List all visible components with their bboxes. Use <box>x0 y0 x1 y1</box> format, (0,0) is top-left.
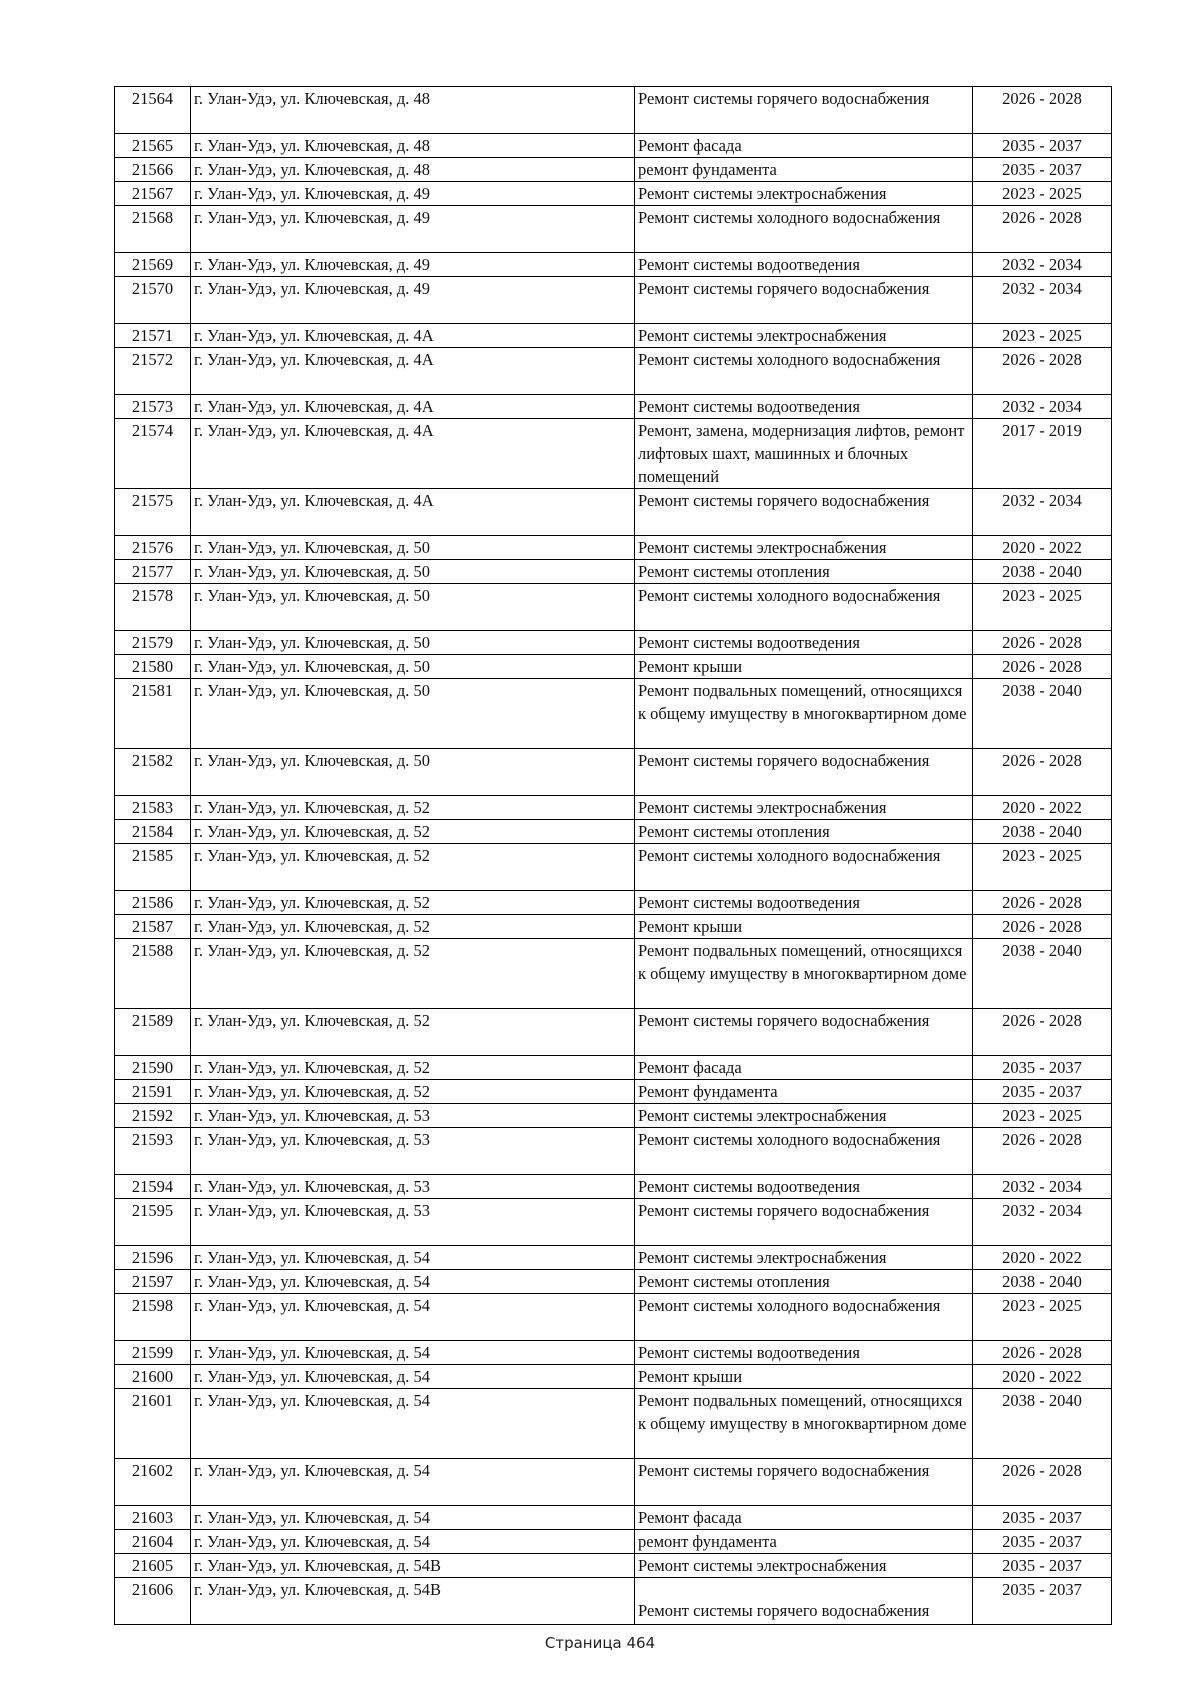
row-work-type: Ремонт системы холодного водоснабжения <box>635 1294 973 1341</box>
row-period: 2032 - 2034 <box>973 1175 1112 1199</box>
table-row <box>115 206 1112 253</box>
page-number: Страница 464 <box>544 1634 656 1652</box>
row-number: 21580 <box>115 655 191 679</box>
row-period: 2023 - 2025 <box>973 324 1112 348</box>
row-work-type: Ремонт системы холодного водоснабжения <box>635 584 973 631</box>
table-row <box>115 395 1112 419</box>
row-address: г. Улан-Удэ, ул. Ключевская, д. 52 <box>191 939 635 1009</box>
row-period: 2023 - 2025 <box>973 1104 1112 1128</box>
row-number: 21605 <box>115 1554 191 1578</box>
row-address: г. Улан-Удэ, ул. Ключевская, д. 52 <box>191 844 635 891</box>
row-address: г. Улан-Удэ, ул. Ключевская, д. 52 <box>191 1056 635 1080</box>
row-period: 2020 - 2022 <box>973 1365 1112 1389</box>
table-row <box>115 419 1112 489</box>
table-row <box>115 1506 1112 1530</box>
row-period: 2026 - 2028 <box>973 87 1112 134</box>
row-period: 2026 - 2028 <box>973 348 1112 395</box>
row-address: г. Улан-Удэ, ул. Ключевская, д. 4А <box>191 395 635 419</box>
row-period: 2038 - 2040 <box>973 1270 1112 1294</box>
row-period: 2035 - 2037 <box>973 1056 1112 1080</box>
row-number: 21577 <box>115 560 191 584</box>
row-number: 21581 <box>115 679 191 749</box>
row-work-type: Ремонт системы горячего водоснабжения <box>635 1578 973 1625</box>
row-address: г. Улан-Удэ, ул. Ключевская, д. 52 <box>191 1080 635 1104</box>
row-number: 21604 <box>115 1530 191 1554</box>
table-row <box>115 1270 1112 1294</box>
row-address: г. Улан-Удэ, ул. Ключевская, д. 53 <box>191 1175 635 1199</box>
row-address: г. Улан-Удэ, ул. Ключевская, д. 54 <box>191 1294 635 1341</box>
row-address: г. Улан-Удэ, ул. Ключевская, д. 50 <box>191 584 635 631</box>
row-address: г. Улан-Удэ, ул. Ключевская, д. 52 <box>191 1009 635 1056</box>
row-work-type: Ремонт подвальных помещений, относящихся к общему имуществу в многоквартирном доме <box>635 939 973 1009</box>
table-row <box>115 1009 1112 1056</box>
row-period: 2038 - 2040 <box>973 939 1112 1009</box>
row-number: 21566 <box>115 158 191 182</box>
row-work-type: Ремонт системы водоотведения <box>635 1341 973 1365</box>
row-address: г. Улан-Удэ, ул. Ключевская, д. 50 <box>191 655 635 679</box>
row-address: г. Улан-Удэ, ул. Ключевская, д. 52 <box>191 915 635 939</box>
row-address: г. Улан-Удэ, ул. Ключевская, д. 54 <box>191 1506 635 1530</box>
row-address: г. Улан-Удэ, ул. Ключевская, д. 53 <box>191 1104 635 1128</box>
row-number: 21584 <box>115 820 191 844</box>
table-row <box>115 1080 1112 1104</box>
table-row <box>115 158 1112 182</box>
table-row <box>115 1530 1112 1554</box>
row-work-type: Ремонт системы отопления <box>635 1270 973 1294</box>
row-address: г. Улан-Удэ, ул. Ключевская, д. 48 <box>191 134 635 158</box>
row-address: г. Улан-Удэ, ул. Ключевская, д. 49 <box>191 277 635 324</box>
table-row <box>115 87 1112 134</box>
table-row <box>115 796 1112 820</box>
row-period: 2020 - 2022 <box>973 536 1112 560</box>
row-work-type: Ремонт подвальных помещений, относящихся к общему имуществу в многоквартирном доме <box>635 679 973 749</box>
row-number: 21572 <box>115 348 191 395</box>
table-row <box>115 134 1112 158</box>
row-address: г. Улан-Удэ, ул. Ключевская, д. 50 <box>191 631 635 655</box>
row-number: 21578 <box>115 584 191 631</box>
row-address: г. Улан-Удэ, ул. Ключевская, д. 4А <box>191 348 635 395</box>
row-number: 21606 <box>115 1578 191 1625</box>
row-work-type: Ремонт системы водоотведения <box>635 891 973 915</box>
row-address: г. Улан-Удэ, ул. Ключевская, д. 52 <box>191 891 635 915</box>
row-period: 2026 - 2028 <box>973 206 1112 253</box>
row-number: 21569 <box>115 253 191 277</box>
table-row <box>115 1246 1112 1270</box>
row-address: г. Улан-Удэ, ул. Ключевская, д. 49 <box>191 206 635 253</box>
row-period: 2023 - 2025 <box>973 844 1112 891</box>
row-address: г. Улан-Удэ, ул. Ключевская, д. 50 <box>191 679 635 749</box>
table-row <box>115 584 1112 631</box>
table-row <box>115 536 1112 560</box>
row-address: г. Улан-Удэ, ул. Ключевская, д. 52 <box>191 820 635 844</box>
row-work-type: Ремонт фундамента <box>635 1080 973 1104</box>
row-period: 2035 - 2037 <box>973 134 1112 158</box>
row-period: 2035 - 2037 <box>973 1530 1112 1554</box>
table-body <box>115 87 1112 1625</box>
row-address: г. Улан-Удэ, ул. Ключевская, д. 52 <box>191 796 635 820</box>
row-number: 21591 <box>115 1080 191 1104</box>
row-work-type: Ремонт системы электроснабжения <box>635 536 973 560</box>
row-address: г. Улан-Удэ, ул. Ключевская, д. 4А <box>191 489 635 536</box>
row-number: 21564 <box>115 87 191 134</box>
row-period: 2032 - 2034 <box>973 395 1112 419</box>
row-work-type: Ремонт системы электроснабжения <box>635 1554 973 1578</box>
row-work-type: Ремонт фасада <box>635 1506 973 1530</box>
row-period: 2023 - 2025 <box>973 182 1112 206</box>
row-number: 21592 <box>115 1104 191 1128</box>
row-number: 21601 <box>115 1389 191 1459</box>
row-work-type: Ремонт крыши <box>635 1365 973 1389</box>
row-period: 2020 - 2022 <box>973 1246 1112 1270</box>
table-row <box>115 560 1112 584</box>
row-number: 21602 <box>115 1459 191 1506</box>
table-row <box>115 253 1112 277</box>
row-address: г. Улан-Удэ, ул. Ключевская, д. 49 <box>191 182 635 206</box>
row-work-type: Ремонт системы водоотведения <box>635 395 973 419</box>
row-number: 21565 <box>115 134 191 158</box>
table-row <box>115 1128 1112 1175</box>
row-work-type: Ремонт системы горячего водоснабжения <box>635 1199 973 1246</box>
row-number: 21587 <box>115 915 191 939</box>
row-period: 2026 - 2028 <box>973 1459 1112 1506</box>
row-work-type: Ремонт системы горячего водоснабжения <box>635 749 973 796</box>
row-address: г. Улан-Удэ, ул. Ключевская, д. 48 <box>191 87 635 134</box>
row-number: 21595 <box>115 1199 191 1246</box>
row-number: 21573 <box>115 395 191 419</box>
row-work-type: Ремонт системы отопления <box>635 820 973 844</box>
table-row <box>115 182 1112 206</box>
row-work-type: Ремонт системы горячего водоснабжения <box>635 1459 973 1506</box>
row-number: 21570 <box>115 277 191 324</box>
row-address: г. Улан-Удэ, ул. Ключевская, д. 4А <box>191 324 635 348</box>
row-work-type: ремонт фундамента <box>635 158 973 182</box>
row-address: г. Улан-Удэ, ул. Ключевская, д. 54 <box>191 1341 635 1365</box>
row-number: 21574 <box>115 419 191 489</box>
row-work-type: Ремонт системы горячего водоснабжения <box>635 277 973 324</box>
table-row <box>115 1554 1112 1578</box>
row-number: 21593 <box>115 1128 191 1175</box>
row-number: 21598 <box>115 1294 191 1341</box>
row-period: 2035 - 2037 <box>973 1554 1112 1578</box>
row-period: 2026 - 2028 <box>973 1341 1112 1365</box>
row-work-type: Ремонт системы горячего водоснабжения <box>635 489 973 536</box>
row-period: 2032 - 2034 <box>973 253 1112 277</box>
row-work-type: Ремонт системы горячего водоснабжения <box>635 1009 973 1056</box>
row-period: 2035 - 2037 <box>973 1506 1112 1530</box>
row-period: 2020 - 2022 <box>973 796 1112 820</box>
row-number: 21568 <box>115 206 191 253</box>
row-period: 2026 - 2028 <box>973 749 1112 796</box>
row-period: 2017 - 2019 <box>973 419 1112 489</box>
table-row <box>115 1459 1112 1506</box>
row-number: 21571 <box>115 324 191 348</box>
row-period: 2035 - 2037 <box>973 1080 1112 1104</box>
row-period: 2026 - 2028 <box>973 631 1112 655</box>
row-period: 2023 - 2025 <box>973 1294 1112 1341</box>
table-row <box>115 277 1112 324</box>
row-period: 2032 - 2034 <box>973 1199 1112 1246</box>
row-work-type: Ремонт системы горячего водоснабжения <box>635 87 973 134</box>
row-number: 21599 <box>115 1341 191 1365</box>
table-row <box>115 844 1112 891</box>
row-work-type: Ремонт системы электроснабжения <box>635 182 973 206</box>
table-row <box>115 348 1112 395</box>
row-work-type: Ремонт системы холодного водоснабжения <box>635 348 973 395</box>
table-row <box>115 915 1112 939</box>
row-work-type: Ремонт системы электроснабжения <box>635 1104 973 1128</box>
row-period: 2026 - 2028 <box>973 915 1112 939</box>
row-period: 2032 - 2034 <box>973 277 1112 324</box>
row-work-type: Ремонт системы водоотведения <box>635 1175 973 1199</box>
row-address: г. Улан-Удэ, ул. Ключевская, д. 53 <box>191 1128 635 1175</box>
table-row <box>115 1365 1112 1389</box>
table-row <box>115 324 1112 348</box>
row-work-type: Ремонт крыши <box>635 915 973 939</box>
row-address: г. Улан-Удэ, ул. Ключевская, д. 50 <box>191 749 635 796</box>
table-row <box>115 1389 1112 1459</box>
row-address: г. Улан-Удэ, ул. Ключевская, д. 4А <box>191 419 635 489</box>
row-address: г. Улан-Удэ, ул. Ключевская, д. 48 <box>191 158 635 182</box>
row-address: г. Улан-Удэ, ул. Ключевская, д. 54 <box>191 1246 635 1270</box>
table-row <box>115 1056 1112 1080</box>
row-address: г. Улан-Удэ, ул. Ключевская, д. 54 <box>191 1270 635 1294</box>
row-work-type: Ремонт фасада <box>635 1056 973 1080</box>
row-address: г. Улан-Удэ, ул. Ключевская, д. 54 <box>191 1530 635 1554</box>
row-period: 2026 - 2028 <box>973 891 1112 915</box>
row-work-type: Ремонт системы холодного водоснабжения <box>635 206 973 253</box>
row-address: г. Улан-Удэ, ул. Ключевская, д. 54 <box>191 1389 635 1459</box>
row-number: 21590 <box>115 1056 191 1080</box>
row-period: 2023 - 2025 <box>973 584 1112 631</box>
row-work-type: ремонт фундамента <box>635 1530 973 1554</box>
table-row <box>115 1199 1112 1246</box>
table-row <box>115 1104 1112 1128</box>
row-period: 2038 - 2040 <box>973 820 1112 844</box>
row-work-type: Ремонт системы холодного водоснабжения <box>635 844 973 891</box>
row-work-type: Ремонт системы водоотведения <box>635 253 973 277</box>
table-row <box>115 939 1112 1009</box>
row-number: 21579 <box>115 631 191 655</box>
row-period: 2035 - 2037 <box>973 1578 1112 1625</box>
row-work-type: Ремонт крыши <box>635 655 973 679</box>
row-work-type: Ремонт подвальных помещений, относящихся к общему имуществу в многоквартирном доме <box>635 1389 973 1459</box>
row-period: 2038 - 2040 <box>973 560 1112 584</box>
row-work-type: Ремонт фасада <box>635 134 973 158</box>
row-number: 21575 <box>115 489 191 536</box>
table-row <box>115 820 1112 844</box>
row-number: 21597 <box>115 1270 191 1294</box>
row-number: 21586 <box>115 891 191 915</box>
row-number: 21589 <box>115 1009 191 1056</box>
row-work-type: Ремонт, замена, модернизация лифтов, ремонт лифтовых шахт, машинных и блочных помещений <box>635 419 973 489</box>
row-number: 21576 <box>115 536 191 560</box>
row-number: 21583 <box>115 796 191 820</box>
row-number: 21596 <box>115 1246 191 1270</box>
table-row <box>115 1578 1112 1625</box>
row-work-type: Ремонт системы электроснабжения <box>635 796 973 820</box>
row-period: 2026 - 2028 <box>973 1128 1112 1175</box>
row-address: г. Улан-Удэ, ул. Ключевская, д. 50 <box>191 536 635 560</box>
row-address: г. Улан-Удэ, ул. Ключевская, д. 50 <box>191 560 635 584</box>
capital-repair-table <box>114 86 1112 1625</box>
row-number: 21600 <box>115 1365 191 1389</box>
row-address: г. Улан-Удэ, ул. Ключевская, д. 54В <box>191 1578 635 1625</box>
row-period: 2038 - 2040 <box>973 679 1112 749</box>
row-address: г. Улан-Удэ, ул. Ключевская, д. 54 <box>191 1459 635 1506</box>
row-work-type: Ремонт системы электроснабжения <box>635 324 973 348</box>
table-row <box>115 749 1112 796</box>
table-row <box>115 1341 1112 1365</box>
row-number: 21585 <box>115 844 191 891</box>
table-row <box>115 891 1112 915</box>
row-work-type: Ремонт системы холодного водоснабжения <box>635 1128 973 1175</box>
row-number: 21603 <box>115 1506 191 1530</box>
row-work-type: Ремонт системы водоотведения <box>635 631 973 655</box>
row-address: г. Улан-Удэ, ул. Ключевская, д. 49 <box>191 253 635 277</box>
table-row <box>115 1175 1112 1199</box>
row-period: 2032 - 2034 <box>973 489 1112 536</box>
table-row <box>115 679 1112 749</box>
table-row <box>115 1294 1112 1341</box>
row-period: 2026 - 2028 <box>973 1009 1112 1056</box>
table-row <box>115 631 1112 655</box>
row-number: 21582 <box>115 749 191 796</box>
row-address: г. Улан-Удэ, ул. Ключевская, д. 53 <box>191 1199 635 1246</box>
row-number: 21588 <box>115 939 191 1009</box>
table-row <box>115 489 1112 536</box>
table-row <box>115 655 1112 679</box>
row-work-type: Ремонт системы отопления <box>635 560 973 584</box>
row-period: 2026 - 2028 <box>973 655 1112 679</box>
row-work-type: Ремонт системы электроснабжения <box>635 1246 973 1270</box>
row-address: г. Улан-Удэ, ул. Ключевская, д. 54 <box>191 1365 635 1389</box>
row-number: 21567 <box>115 182 191 206</box>
row-period: 2035 - 2037 <box>973 158 1112 182</box>
row-address: г. Улан-Удэ, ул. Ключевская, д. 54В <box>191 1554 635 1578</box>
row-number: 21594 <box>115 1175 191 1199</box>
row-period: 2038 - 2040 <box>973 1389 1112 1459</box>
